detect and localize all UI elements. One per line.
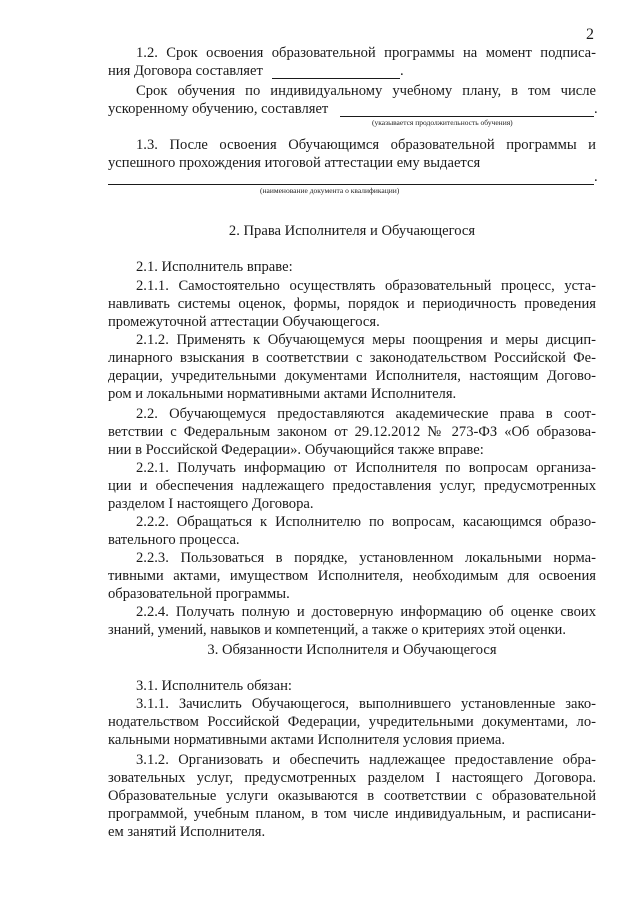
section-2-line: разделом I настоящего Договора. <box>108 496 314 512</box>
clause-1-2-line-4-end: . <box>594 101 598 117</box>
page-number: 2 <box>586 26 594 43</box>
section-2-line: нии в Российской Федерации». Обучающийся также вправе: <box>108 442 484 458</box>
section-2-line: ветствии с Федеральным законом от 29.12.2012 № 273-ФЗ «Об образова- <box>108 424 596 440</box>
section-2-line: линарного взыскания в соответствии с законодательством Российской Фе- <box>108 350 596 366</box>
section-2-line: 2.2.3. Пользоваться в порядке, установленном локальными норма- <box>136 550 596 566</box>
clause-1-2-line-2: ния Договора составляет <box>108 63 263 79</box>
section-3-heading: 3. Обязанности Исполнителя и Обучающегося <box>207 642 497 658</box>
clause-1-2-line-3: Срок обучения по индивидуальному учебному плану, в том числе <box>136 83 596 99</box>
section-2-line: 2.2.2. Обращаться к Исполнителю по вопросам, касающимся образо- <box>136 514 596 530</box>
duration-note: (указывается продолжительность обучения) <box>372 118 513 127</box>
clause-1-3-line-2: успешного прохождения итоговой аттестации ему выдается <box>108 155 481 171</box>
section-2-line: 2.2.4. Получать полную и достоверную информацию об оценке своих <box>136 604 596 620</box>
section-3-line: нодательством Российской Федерации, учредительными документами, ло- <box>108 714 596 730</box>
clause-1-3-line-1: 1.3. После освоения Обучающимся образовательной программы и <box>136 137 596 153</box>
section-3-line: ем занятий Исполнителя. <box>108 824 266 840</box>
section-2-line: тивными актами, имуществом Исполнителя, необходимым для освоения <box>108 568 596 584</box>
section-3-line: 3.1.2. Организовать и обеспечить надлежащее предоставление обра- <box>136 752 596 768</box>
section-3-line: Образовательные услуги оказываются в соответствии с образовательной <box>108 788 596 804</box>
section-2-line: ции и обеспечения надлежащего предоставления услуг, предусмотренных <box>108 478 596 494</box>
section-3-line: 3.1. Исполнитель обязан: <box>136 678 292 694</box>
section-3-line: зовательных услуг, предусмотренных разделом I настоящего Договора. <box>108 770 596 786</box>
clause-1-2-line-4: ускоренному обучению, составляет <box>108 101 329 117</box>
section-2-line: знаний, умений, навыков и компетенций, а также о критериях этой оценки. <box>108 622 566 638</box>
term-blank-line <box>272 78 400 79</box>
section-3-line: программой, учебным планом, в том числе индивидуальным, и расписани- <box>108 806 596 822</box>
clause-1-2-line-1: 1.2. Срок освоения образовательной программы на момент подписа- <box>136 45 596 61</box>
clause-1-2-line-2-end: . <box>400 63 404 79</box>
section-2-line: дерации, учредительными документами Исполнителя, настоящим Догово- <box>108 368 596 384</box>
section-2-line: 2.1.1. Самостоятельно осуществлять образовательный процесс, уста- <box>136 278 596 294</box>
section-3-line: кальными нормативными актами Исполнителя условия приема. <box>108 732 506 748</box>
individual-term-blank-line <box>340 116 594 117</box>
qualification-note: (наименование документа о квалификации) <box>260 186 400 195</box>
section-2-line: промежуточной аттестации Обучающегося. <box>108 314 380 330</box>
section-2-line: вательного процесса. <box>108 532 240 548</box>
clause-1-3-line-3-end: . <box>594 169 598 185</box>
section-2-line: 2.2. Обучающемуся предоставляются академические права в соот- <box>136 406 596 422</box>
section-2-line: навливать системы оценок, формы, порядок и периодичность проведения <box>108 296 596 312</box>
section-2-line: образовательной программы. <box>108 586 290 602</box>
qualification-document-blank-line <box>108 184 594 185</box>
section-2-line: 2.1. Исполнитель вправе: <box>136 259 293 275</box>
section-2-line: 2.2.1. Получать информацию от Исполнителя по вопросам организа- <box>136 460 596 476</box>
section-3-line: 3.1.1. Зачислить Обучающегося, выполнившего установленные зако- <box>136 696 596 712</box>
section-2-line: 2.1.2. Применять к Обучающемуся меры поощрения и меры дисцип- <box>136 332 596 348</box>
section-2-heading: 2. Права Исполнителя и Обучающегося <box>228 223 476 239</box>
section-2-line: ром и локальными нормативными актами Исполнителя. <box>108 386 457 402</box>
